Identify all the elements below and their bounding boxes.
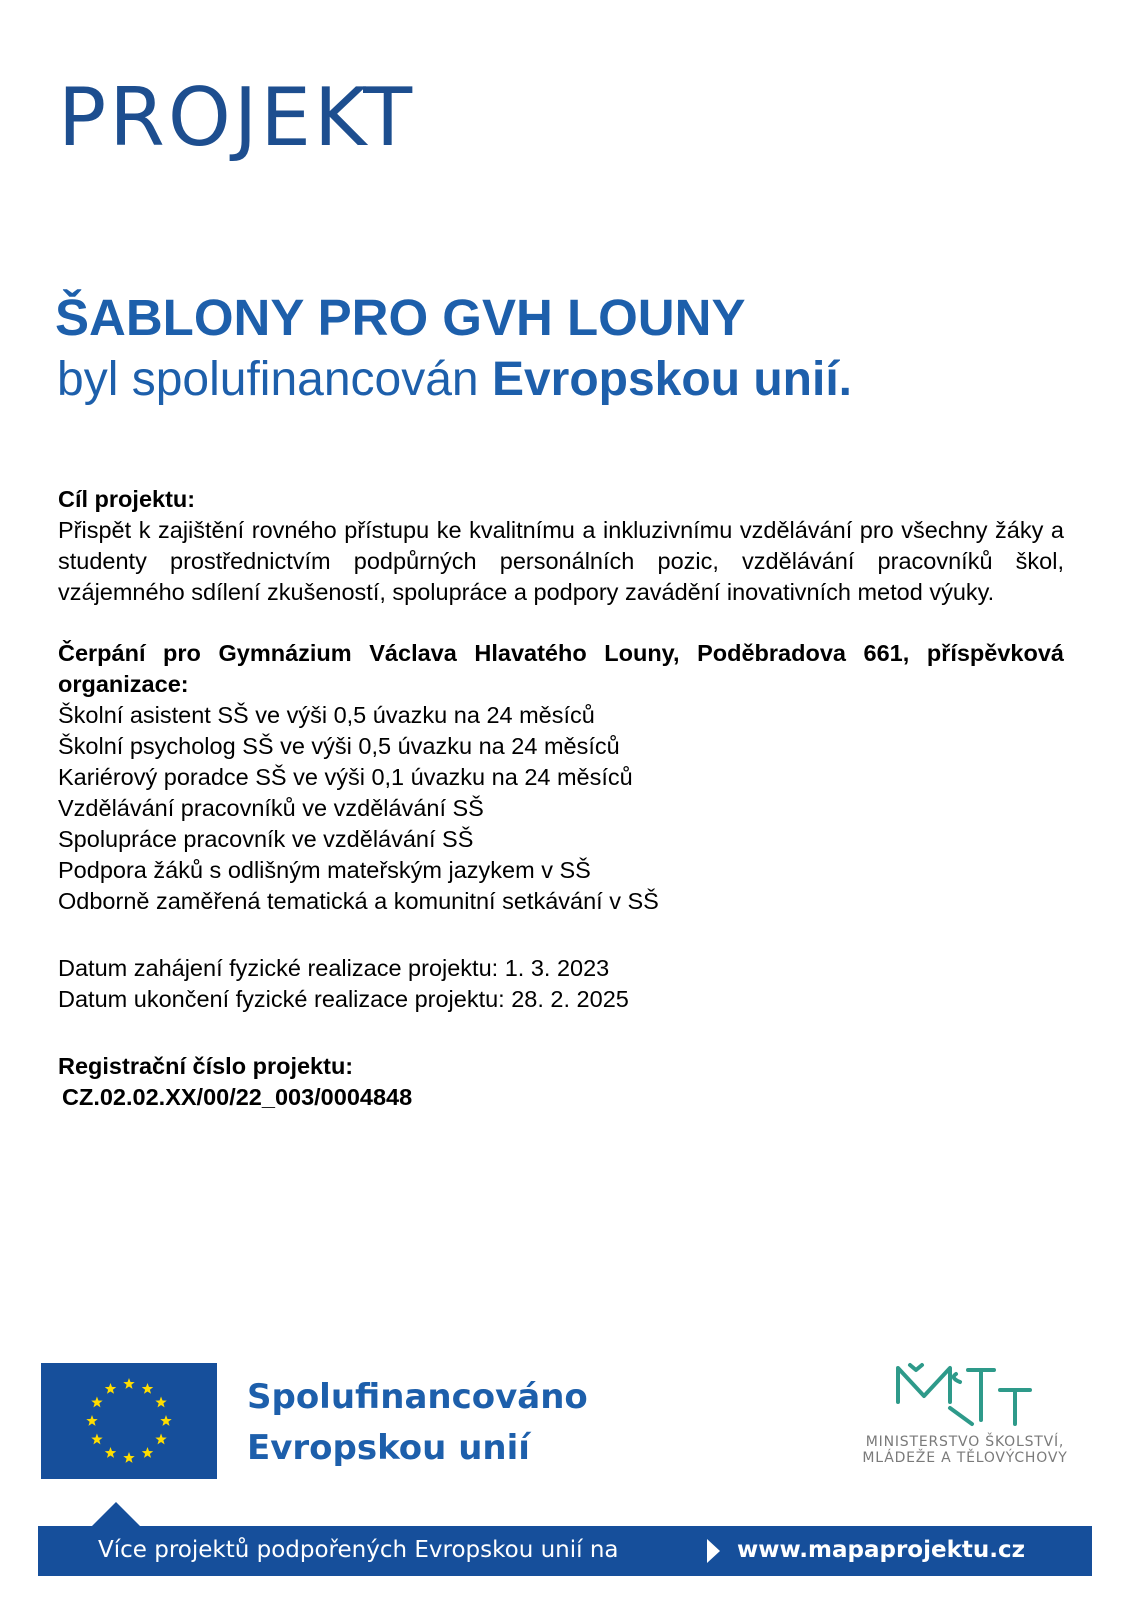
eu-star-icon bbox=[91, 1397, 102, 1408]
cofinanced-emphasis: Evropskou unií. bbox=[491, 353, 852, 406]
eu-cofinanced-logo-text bbox=[247, 1372, 588, 1474]
msmt-mark-icon bbox=[890, 1362, 1040, 1428]
msmt-logo bbox=[840, 1362, 1090, 1466]
eu-star-icon bbox=[91, 1434, 102, 1445]
footer-band bbox=[38, 1526, 1092, 1576]
funding-item: Školní psycholog SŠ ve výši 0,5 úvazku na 24 měsíců bbox=[58, 733, 620, 759]
end-date: Datum ukončení fyzické realizace projektu: 28. 2. 2025 bbox=[58, 986, 629, 1012]
footer-url-link[interactable]: www.mapaprojektu.cz bbox=[737, 1537, 1025, 1563]
funding-item: Kariérový poradce SŠ ve výši 0,1 úvazku na 24 měsíců bbox=[58, 764, 633, 790]
play-arrow-icon bbox=[705, 1538, 721, 1564]
eu-star-icon bbox=[105, 1447, 116, 1458]
cofinanced-prefix: byl spolufinancován bbox=[57, 353, 492, 406]
eu-star-icon bbox=[155, 1434, 166, 1445]
registration-number: CZ.02.02.XX/00/22_003/0004848 bbox=[62, 1084, 413, 1110]
eu-star-icon bbox=[86, 1415, 97, 1426]
eu-star-icon bbox=[123, 1378, 134, 1389]
eu-star-icon bbox=[142, 1383, 153, 1394]
project-name: ŠABLONY PRO GVH LOUNY bbox=[55, 289, 746, 346]
funding-item: Školní asistent SŠ ve výši 0,5 úvazku na 24 měsíců bbox=[58, 702, 595, 728]
eu-star-icon bbox=[123, 1452, 134, 1463]
goal-label: Cíl projektu: bbox=[58, 486, 196, 512]
registration-label: Registrační číslo projektu: bbox=[58, 1053, 354, 1079]
eu-flag-icon bbox=[41, 1363, 217, 1479]
eu-star-icon bbox=[105, 1383, 116, 1394]
funding-item: Odborně zaměřená tematická a komunitní setkávání v SŠ bbox=[58, 888, 659, 914]
footer-notch bbox=[92, 1502, 140, 1526]
funding-label: Čerpání pro Gymnázium Václava Hlavatého Louny, Poděbradova 661, příspěvková organizace: bbox=[58, 640, 1064, 697]
page-heading: PROJEKT bbox=[58, 71, 416, 164]
funding-item: Podpora žáků s odlišným mateřským jazykem v SŠ bbox=[58, 857, 591, 883]
eu-star-icon bbox=[155, 1397, 166, 1408]
cofinanced-line bbox=[57, 353, 852, 406]
eu-star-icon bbox=[160, 1415, 171, 1426]
eu-star-icon bbox=[142, 1447, 153, 1458]
eu-logo-line1: Spolufinancováno bbox=[247, 1377, 588, 1417]
funding-item: Vzdělávání pracovníků ve vzdělávání SŠ bbox=[58, 795, 484, 821]
eu-logo-line2: Evropskou unií bbox=[247, 1428, 530, 1468]
msmt-name-line1: MINISTERSTVO ŠKOLSTVÍ, bbox=[865, 1434, 1065, 1450]
funding-item: Spolupráce pracovník ve vzdělávání SŠ bbox=[58, 826, 474, 852]
project-details bbox=[58, 484, 1064, 1113]
goal-text: Přispět k zajištění rovného přístupu ke kvalitnímu a inkluzivnímu vzdělávání pro všechny žáky a studenty prostřednictvím podpůrných personálních pozic, vzdělávání pracovníků škol, vzájemného sdílení zkušeností, spolupráce a podpory zavádění inovativních metod výuky. bbox=[58, 517, 1064, 605]
footer-text: Více projektů podpořených Evropskou unií na bbox=[98, 1537, 619, 1563]
start-date: Datum zahájení fyzické realizace projektu: 1. 3. 2023 bbox=[58, 955, 610, 981]
msmt-name-line2: MLÁDEŽE A TĚLOVÝCHOVY bbox=[862, 1450, 1068, 1466]
